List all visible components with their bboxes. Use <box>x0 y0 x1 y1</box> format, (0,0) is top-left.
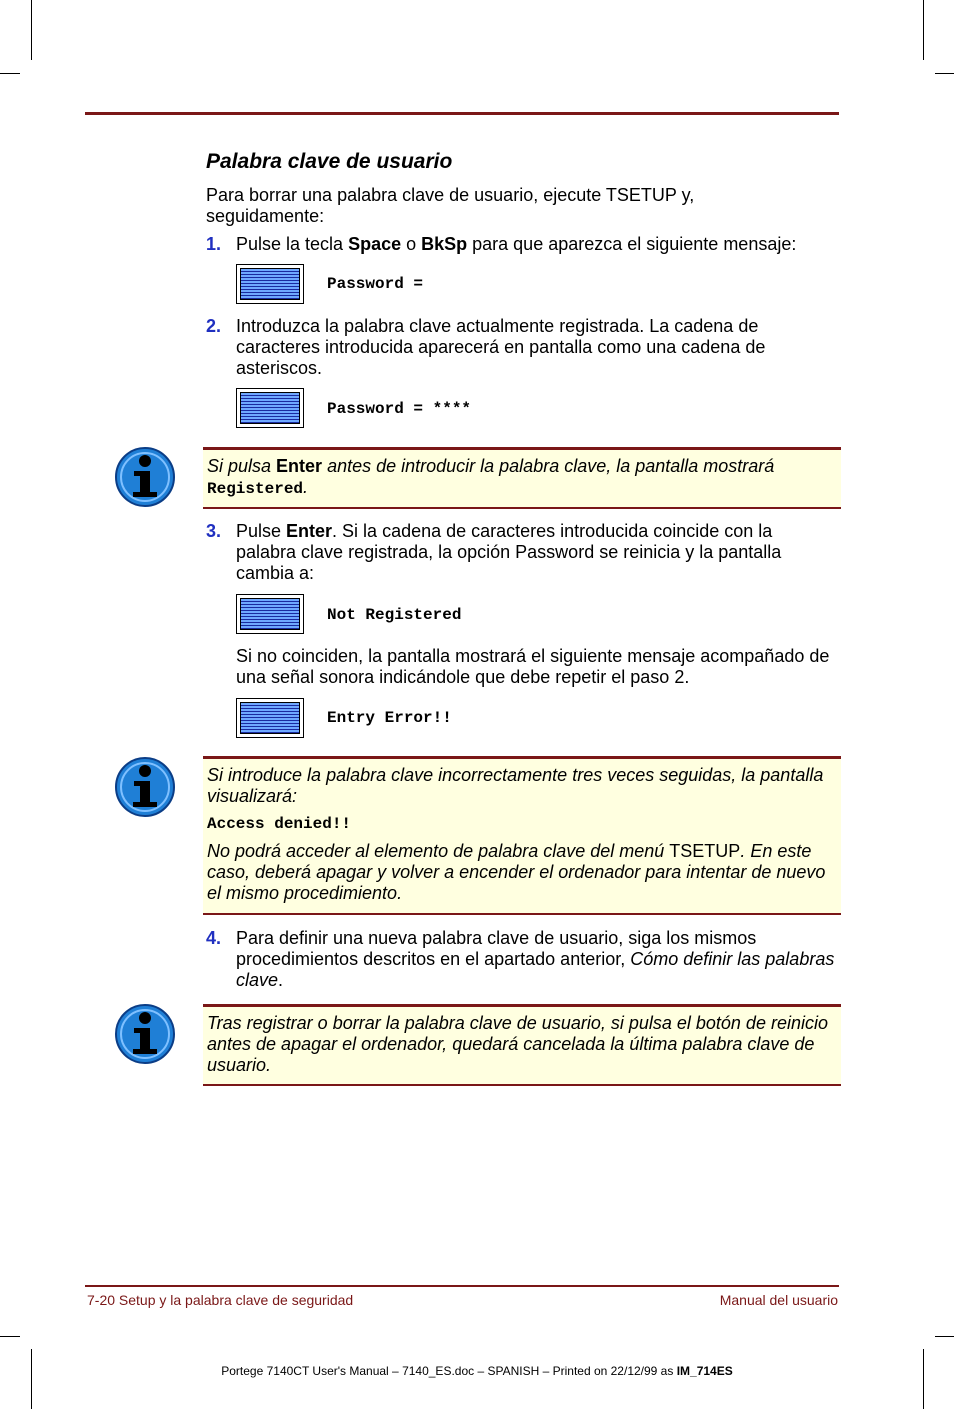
section-title: Palabra clave de usuario <box>206 150 453 173</box>
step-3-followup: Si no coinciden, la pantalla mostrará el siguiente mensaje acompañado de una señal sonora indicándole que debe repetir el paso 2. <box>236 646 830 687</box>
info-icon <box>114 756 176 818</box>
crop-mark <box>31 1349 32 1409</box>
crop-mark <box>31 0 32 60</box>
step-3-pre: Pulse <box>236 521 287 541</box>
header-rule <box>85 112 839 115</box>
crop-mark <box>0 1336 20 1337</box>
step-4-pre: Para definir una nueva palabra clave de usuario, siga los mismos procedimientos descritos en el apartado anterior, <box>236 928 757 969</box>
bksp-key: BkSp <box>421 234 468 254</box>
step-3-text <box>236 521 836 584</box>
screen-icon <box>236 388 304 428</box>
step-1-post: para que aparezca el siguiente mensaje: <box>467 234 797 254</box>
intro-paragraph: Para borrar una palabra clave de usuario, ejecute TSETUP y, seguidamente: <box>206 185 695 226</box>
note-access-denied <box>203 756 841 915</box>
footer-right: Manual del usuario <box>719 1292 838 1308</box>
info-icon <box>114 446 176 508</box>
note-reset-cancel <box>203 1004 841 1086</box>
step-4-end: . <box>278 970 284 990</box>
print-info-code: IM_714ES <box>676 1364 733 1378</box>
step-4-text <box>236 928 836 991</box>
screen-icon <box>236 264 304 304</box>
enter-key: Enter <box>276 456 323 476</box>
step-3-post: . Si la cadena de caracteres introducida coincide con la palabra clave registrada, la opción Password se reinicia y la pantalla cambia a: <box>236 521 782 583</box>
crop-mark <box>935 1336 954 1337</box>
crop-mark <box>923 1349 924 1409</box>
note-1-pre: Si pulsa <box>207 456 277 476</box>
step-1-mid: o <box>401 234 422 254</box>
note-3-text: Tras registrar o borrar la palabra clave de usuario, si pulsa el botón de reinicio antes de apagar el ordenador, quedará cancelada la última palabra clave de usuario. <box>207 1013 828 1075</box>
screen-icon <box>236 698 304 738</box>
step-3-number: 3. <box>206 521 222 541</box>
space-key: Space <box>348 234 402 254</box>
note-1-post: antes de introducir la palabra clave, la pantalla mostrará <box>322 456 775 476</box>
password-asterisks-message: Password = **** <box>327 400 472 418</box>
crop-mark <box>923 0 924 60</box>
step-2-number: 2. <box>206 316 222 336</box>
step-4-italic: Cómo definir las palabras clave <box>236 949 835 990</box>
note-1-end: . <box>303 477 309 497</box>
note-enter-registered <box>203 447 841 509</box>
enter-key: Enter <box>286 521 333 541</box>
crop-mark <box>0 73 20 74</box>
note-2-pre: No podrá acceder al elemento de palabra clave del menú <box>207 841 670 861</box>
note-2-post: . En este caso, deberá apagar y volver a encender el ordenador para intentar de nuevo el mismo procedimiento. <box>207 841 826 903</box>
footer-rule <box>85 1285 839 1287</box>
note-2-line2 <box>207 841 837 904</box>
footer-left: 7-20 Setup y la palabra clave de seguridad <box>87 1292 354 1308</box>
tsetup-name: TSETUP <box>669 841 741 861</box>
step-4-number: 4. <box>206 928 222 948</box>
print-info-text: Portege 7140CT User's Manual – 7140_ES.doc – SPANISH – Printed on 22/12/99 as <box>221 1364 677 1378</box>
entry-error-message: Entry Error!! <box>327 709 452 727</box>
info-icon <box>114 1003 176 1065</box>
screen-icon <box>236 594 304 634</box>
access-denied-code: Access denied!! <box>207 815 352 833</box>
step-1-text <box>236 234 846 255</box>
step-1-pre: Pulse la tecla <box>236 234 349 254</box>
print-info <box>0 1364 954 1378</box>
registered-code: Registered <box>207 480 304 498</box>
step-2-text: Introduzca la palabra clave actualmente registrada. La cadena de caracteres introducida aparecerá en pantalla como una cadena de asteriscos. <box>236 316 766 378</box>
note-2-line1: Si introduce la palabra clave incorrectamente tres veces seguidas, la pantalla visualizará: <box>207 765 824 806</box>
step-1-number: 1. <box>206 234 222 254</box>
not-registered-message: Not Registered <box>327 606 462 624</box>
password-message: Password = <box>327 275 424 293</box>
crop-mark <box>935 73 954 74</box>
